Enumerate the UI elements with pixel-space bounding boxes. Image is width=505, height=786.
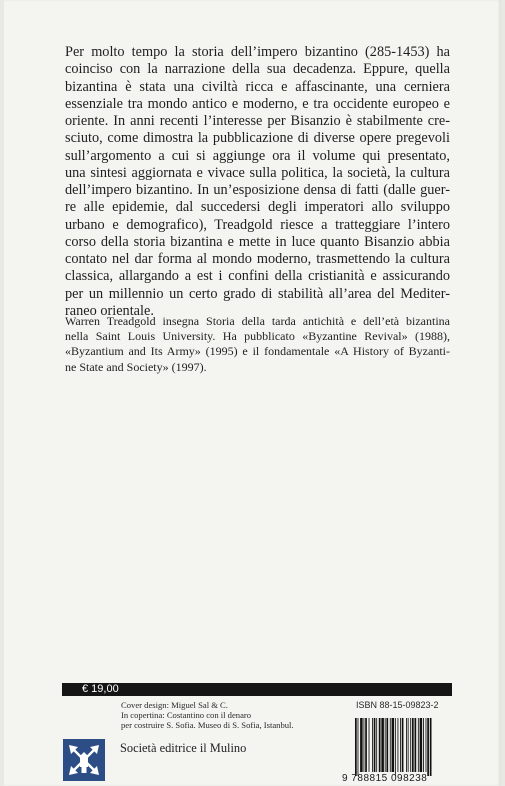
credits-design: Cover design: Miguel Sal & C.: [121, 700, 228, 710]
author-note-line: «Byzantium and Its Army» (1995) e il fondamentale «A History of Byzanti-: [65, 344, 450, 359]
barcode-bar: [372, 718, 373, 772]
blurb-line: una sintesi aggiornata e vivace sulla politica, la società, la cultura: [65, 164, 450, 181]
blurb-line: contato nel dar forma al mondo moderno, trasmettendo la cultura: [65, 251, 450, 267]
barcode-bar: [406, 718, 407, 772]
blurb-line: sull’argomento a cui si aggiunge ora il volume qui presentato,: [65, 147, 450, 164]
barcode-bar: [418, 718, 419, 772]
barcode-bar: [412, 718, 414, 772]
barcode-bar: [379, 718, 381, 772]
cover-credits: [121, 700, 294, 731]
blurb-paragraph: [65, 44, 450, 320]
author-note-line: nella Saint Louis University. Ha pubblicato «Byzantine Revival» (1988),: [65, 329, 450, 344]
barcode-bar: [355, 718, 357, 776]
barcode-bar: [374, 718, 376, 772]
price-bar: [62, 683, 452, 696]
blurb-line: corso della storia bizantina e mette in luce quanto Bisanzio abbia: [65, 233, 450, 250]
blurb-line: urbano e demografico), Treadgold riesce a tratteggiare l’intero: [65, 216, 450, 233]
barcode-bar: [423, 718, 424, 772]
barcode-bar: [381, 718, 384, 772]
author-note-line: ne State and Society» (1997).: [65, 359, 207, 374]
barcode-icon: [354, 718, 456, 776]
barcode-bar: [364, 718, 365, 772]
blurb-line: coinciso con la narrazione della sua decadenza. Eppure, quella: [65, 61, 450, 78]
barcode-bar: [386, 718, 388, 772]
barcode-bar: [430, 718, 432, 776]
barcode-bar: [358, 718, 359, 776]
publisher-logo-icon: [63, 739, 105, 781]
blurb-line: re alle epidemie, dal succedersi degli imperatori allo sviluppo: [65, 199, 450, 216]
barcode-bar: [385, 718, 386, 772]
barcode-bar: [369, 718, 370, 772]
barcode-bar: [395, 718, 396, 776]
barcode-bar: [360, 718, 363, 772]
barcode-bar: [410, 718, 411, 772]
book-back-cover: [4, 0, 501, 786]
barcode-bar: [390, 718, 391, 772]
barcode-bar: [400, 718, 401, 772]
blurb-line: essenziale tra mondo antico e moderno, e tra occidente europeo e: [65, 95, 450, 112]
credits-cover-image: In copertina: Costantino con il denaro: [121, 710, 252, 721]
blurb-line: dell’impero bizantino. In un’esposizione densa di fatti (dalle guer-: [65, 182, 450, 198]
author-note-line: Warren Treadgold insegna Storia della tarda antichità e dell’età bizantina: [65, 314, 450, 328]
blurb-line: Per molto tempo la storia dell’impero bizantino (285-1453) ha: [65, 44, 450, 60]
barcode-bar: [427, 718, 429, 776]
isbn-label: ISBN 88-15-09823-2: [356, 700, 439, 710]
blurb-line: raneo orientale.: [65, 302, 154, 319]
barcode-number: 9 788815 098238: [342, 773, 428, 784]
publisher-name: Società editrice il Mulino: [120, 741, 247, 755]
blurb-line: bizantina è stata una civiltà ricca e affascinante, una cerniera: [65, 78, 450, 95]
barcode-bar: [365, 718, 367, 772]
barcode-bar: [398, 718, 399, 772]
barcode-bar: [408, 718, 409, 772]
price-label: € 19,00: [82, 683, 119, 695]
barcode-bar: [420, 718, 423, 772]
blurb-line: per un millennio un certo grado di stabilità all’area del Mediter-: [65, 285, 450, 302]
barcode-bar: [376, 718, 377, 772]
barcode-bar: [402, 718, 404, 772]
blurb-line: oriente. In anni recenti l’interesse per Bisanzio è stabilmente cre-: [65, 113, 450, 129]
credits-cover-source: per costruire S. Sofia. Museo di S. Sofia, Istanbul.: [121, 720, 294, 731]
barcode-bar: [415, 718, 417, 772]
blurb-line: sciuto, come dimostra la pubblicazione di diverse opere pregevoli: [65, 130, 450, 147]
blurb-line: classica, allargando a est i confini della cristianità e assicurando: [65, 268, 450, 285]
barcode-bar: [426, 718, 427, 772]
author-note: [65, 314, 450, 375]
barcode-bar: [392, 718, 395, 772]
